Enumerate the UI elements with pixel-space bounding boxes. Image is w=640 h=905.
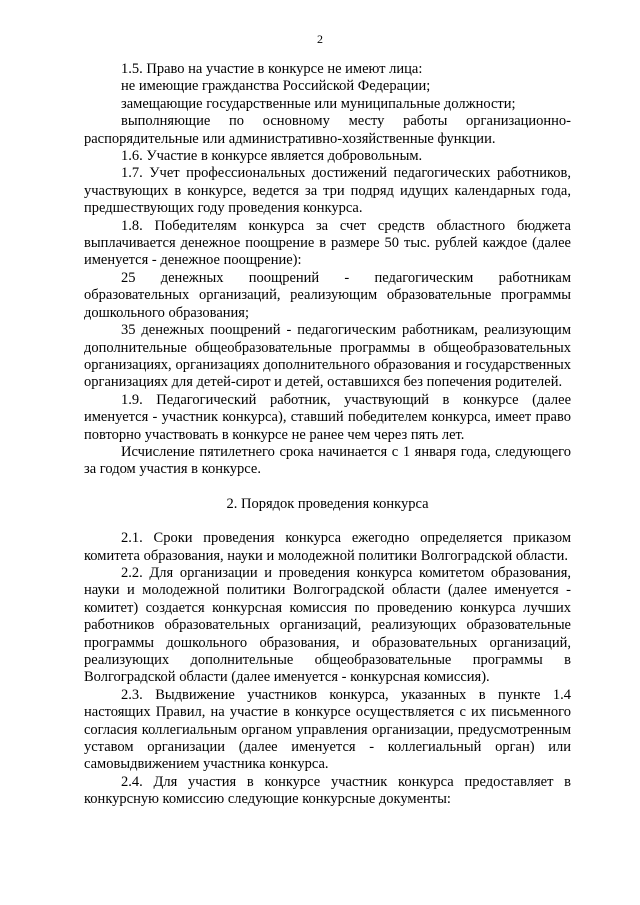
section-heading: 2. Порядок проведения конкурса xyxy=(226,495,429,512)
paragraph-1-7: 1.7. Учет профессиональных достижений педагогических работников, участвующих в конкурсе, ведется за три подряд идущих календарных года, предшествующих году проведения конкурса. xyxy=(84,165,571,217)
paragraph-1-9: 1.9. Педагогический работник, участвующий в конкурсе (далее именуется - участник конкурса), ставший победителем конкурса, имеет право повторно участвовать в конкурсе не ранее чем через пять лет. xyxy=(84,391,571,443)
page-number: 2 xyxy=(317,32,323,46)
paragraph-2-2: 2.2. Для организации и проведения конкурса комитетом образования, науки и молодежной политики Волгоградской области (далее именуется - комитет) создается конкурсная комиссия по проведению конкурса лучших работников образовательных организаций, реализующих образовательные программы дошкольного образования, и образовательных организаций, реализующих дополнительные общеобразовательные программы в Волгоградской области (далее именуется - конкурсная комиссия). xyxy=(84,564,571,686)
paragraph-1-5-item-3: выполняющие по основному месту работы организационно-распорядительные или административно-хозяйственные функции. xyxy=(84,113,571,147)
paragraph-1-8-item-1: 25 денежных поощрений - педагогическим работникам образовательных организаций, реализующим образовательные программы дошкольного образования; xyxy=(84,269,571,321)
paragraph-2-4: 2.4. Для участия в конкурсе участник конкурса предоставляет в конкурсную комиссию следующие конкурсные документы: xyxy=(84,773,571,808)
paragraph-1-9-note: Исчисление пятилетнего срока начинается с 1 января года, следующего за годом участия в конкурсе. xyxy=(84,443,571,478)
paragraph-2-3: 2.3. Выдвижение участников конкурса, указанных в пункте 1.4 настоящих Правил, на участие в конкурсе осуществляется с их письменного согласия коллегиальным органом управления организации, предусмотренным уставом организации (далее именуется - коллегиальный орган) или самовыдвижением участника конкурса. xyxy=(84,686,571,773)
paragraph-1-5: 1.5. Право на участие в конкурсе не имеют лица: xyxy=(121,61,423,77)
paragraph-1-8: 1.8. Победителям конкурса за счет средств областного бюджета выплачивается денежное поощрение в размере 50 тыс. рублей каждое (далее именуется - денежное поощрение): xyxy=(84,217,571,269)
paragraph-1-8-item-2: 35 денежных поощрений - педагогическим работникам, реализующим дополнительные общеобразовательные программы в общеобразовательных организациях, организациях дополнительного образования и государственных организациях для детей-сирот и детей, оставшихся без попечения родителей. xyxy=(84,322,571,391)
paragraph-1-6: 1.6. Участие в конкурсе является добровольным. xyxy=(121,148,423,165)
document-body xyxy=(84,61,571,809)
paragraph-1-5-item-2: замещающие государственные или муниципальные должности; xyxy=(121,95,516,112)
paragraph-1-5-item-1: не имеющие гражданства Российской Федерации; xyxy=(121,78,431,95)
paragraph-2-1: 2.1. Сроки проведения конкурса ежегодно определяется приказом комитета образования, науки и молодежной политики Волгоградской области. xyxy=(84,530,571,564)
